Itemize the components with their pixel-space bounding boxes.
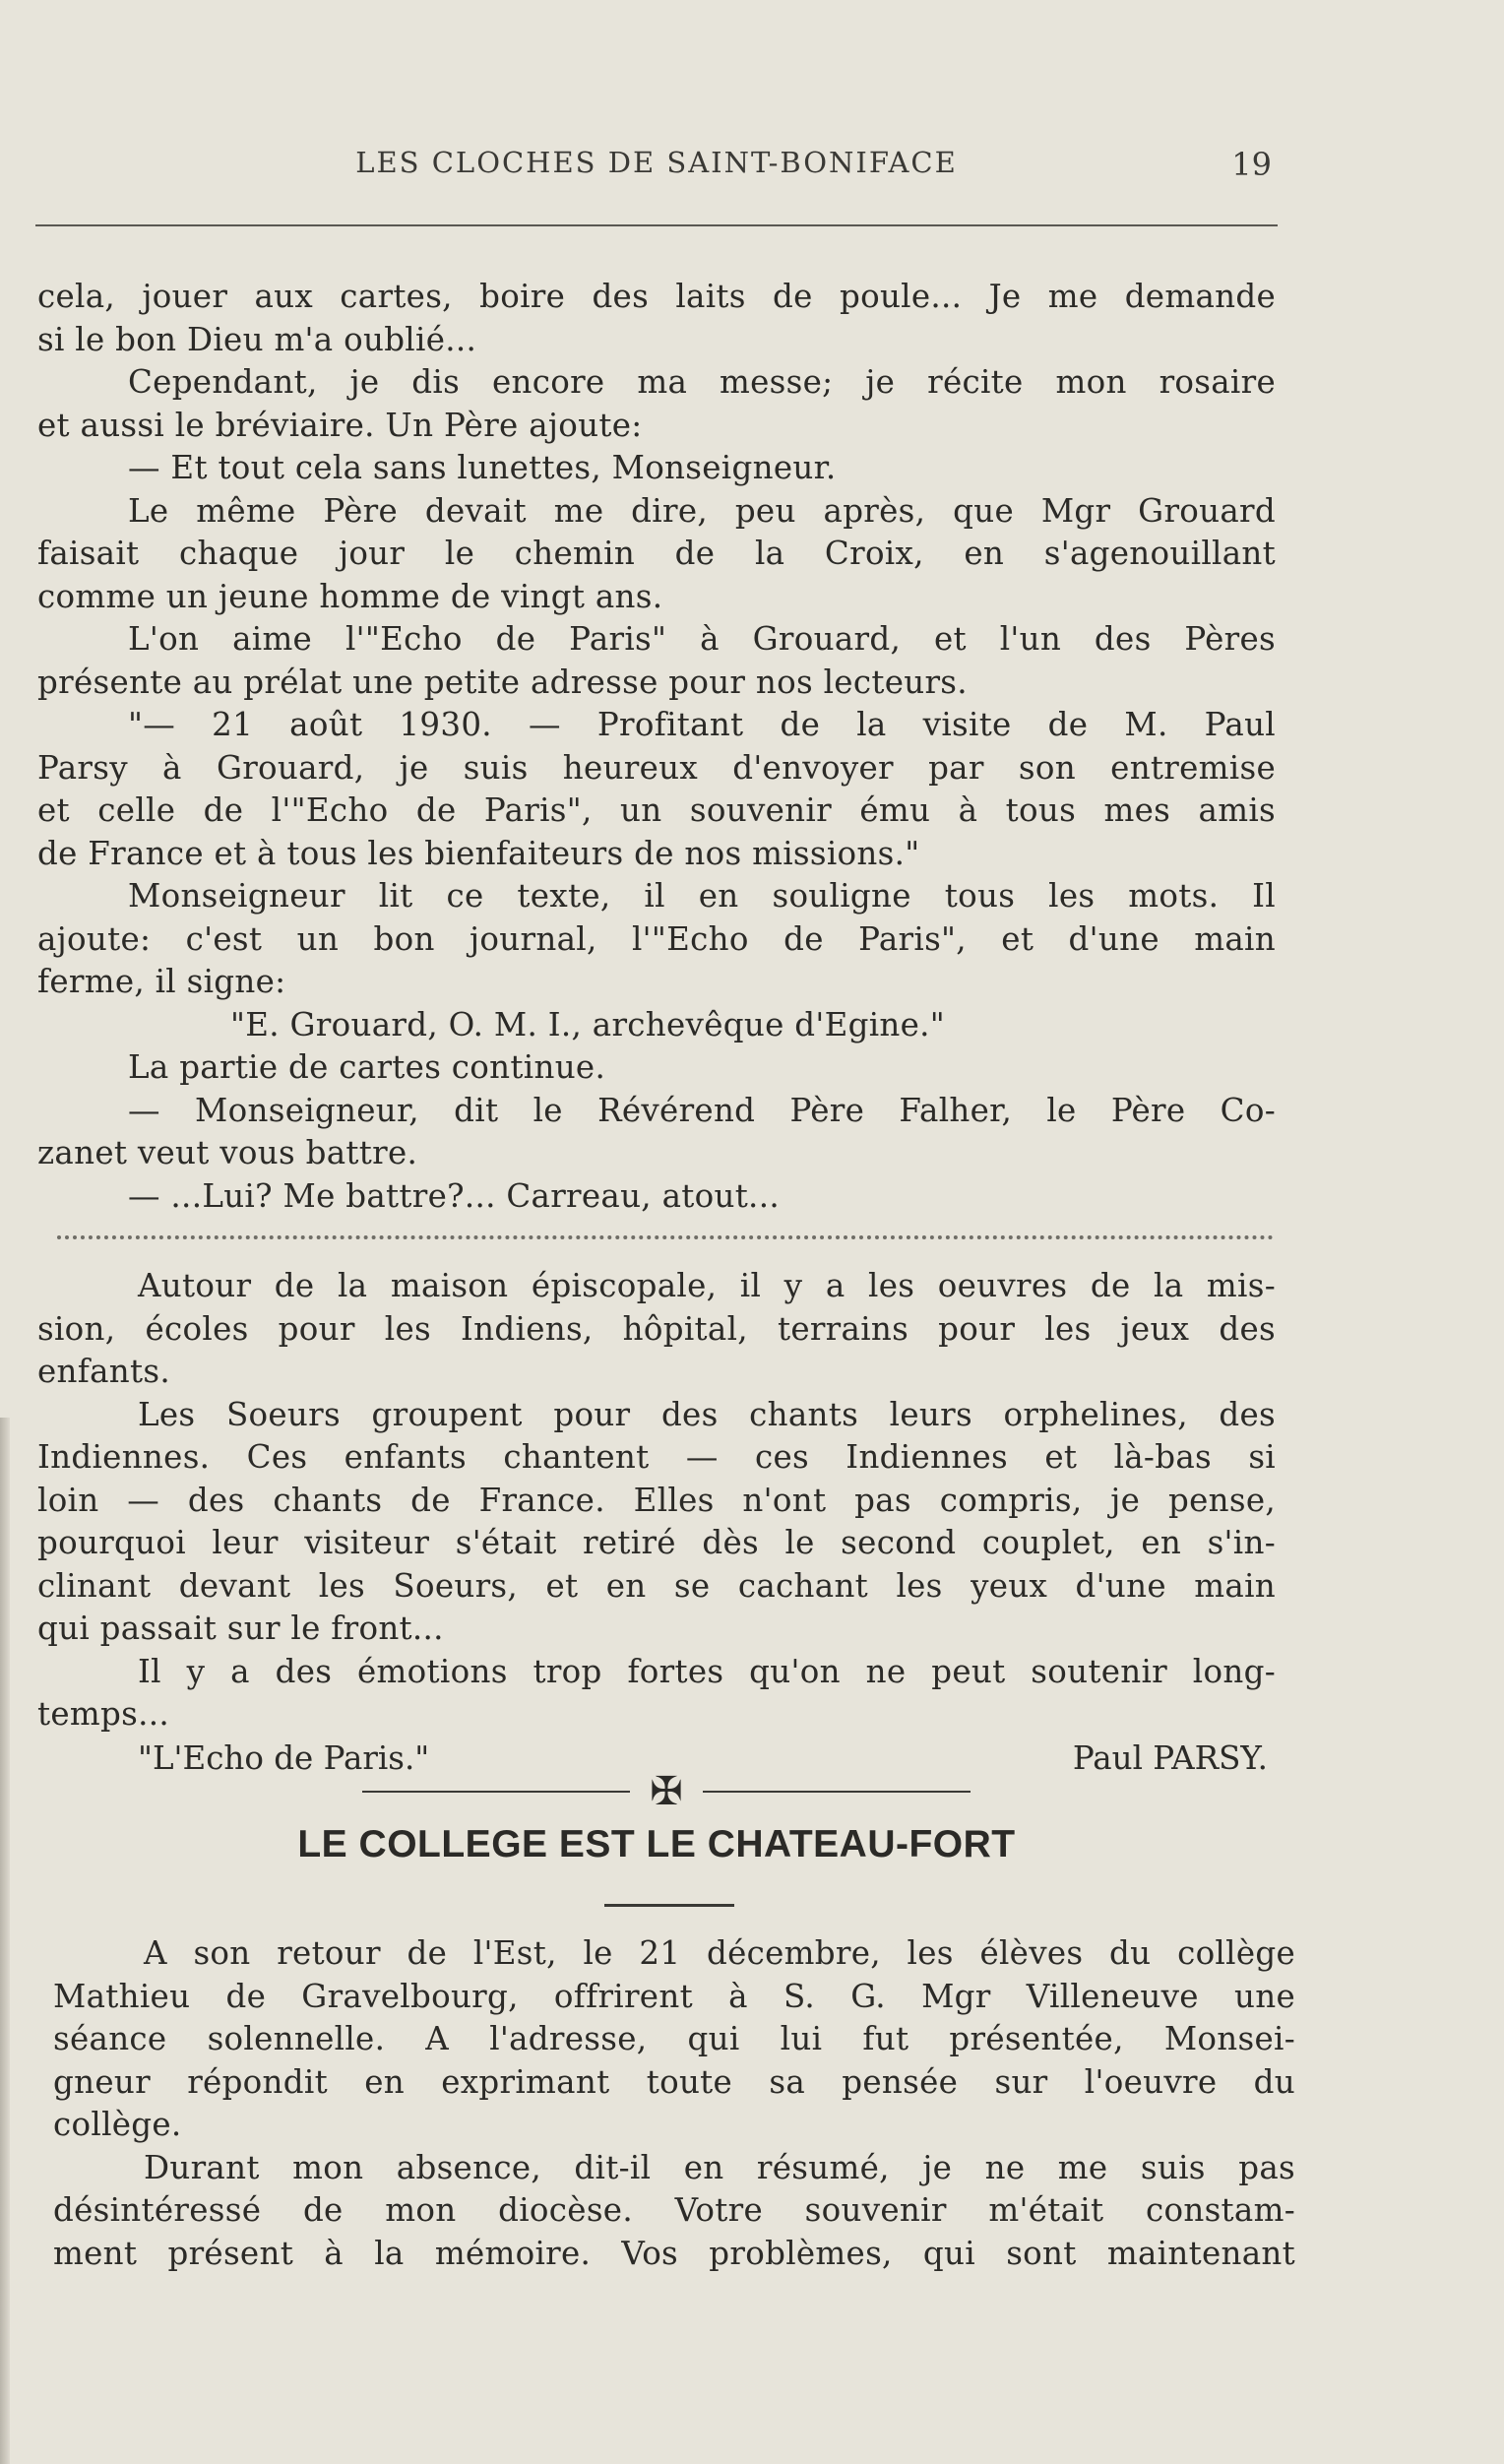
source-credit: "L'Echo de Paris." <box>138 1738 430 1777</box>
text-line: qui passait sur le front... <box>37 1610 444 1647</box>
text-line: ment présent à la mémoire. Vos problèmes, qui sont maintenant <box>53 2234 1295 2272</box>
text-line: Autour de la maison épiscopale, il y a les oeuvres de la mis- <box>138 1267 1276 1304</box>
text-line: comme un jeune homme de vingt ans. <box>37 577 663 615</box>
author-signature: Paul PARSY. <box>1072 1738 1268 1777</box>
text-line: ferme, il signe: <box>37 963 286 1000</box>
text-line: Il y a des émotions trop fortes qu'on ne peut soutenir long- <box>138 1652 1276 1690</box>
text-line: Les Soeurs groupent pour des chants leurs orphelines, des <box>138 1395 1276 1433</box>
text-line: L'on aime l'"Echo de Paris" à Grouard, et l'un des Pères <box>128 620 1276 658</box>
text-line: désintéressé de mon diocèse. Votre souvenir m'était constam- <box>53 2191 1295 2229</box>
text-line: La partie de cartes continue. <box>128 1048 606 1086</box>
text-line: sion, écoles pour les Indiens, hôpital, terrains pour les jeux des <box>37 1309 1276 1348</box>
ornament-line-left <box>362 1791 630 1793</box>
text-line: et celle de l'"Echo de Paris", un souvenir ému à tous mes amis <box>37 791 1276 829</box>
text-line: Monseigneur lit ce texte, il en souligne tous les mots. Il <box>128 877 1276 915</box>
binding-edge <box>0 1418 10 2464</box>
text-line: pourquoi leur visiteur s'était retiré dès le second couplet, en s'in- <box>37 1524 1276 1561</box>
text-line: faisait chaque jour le chemin de la Croix, en s'agenouillant <box>37 535 1276 572</box>
section-title: LE COLLEGE EST LE CHATEAU-FORT <box>297 1823 1016 1865</box>
section-ornament <box>362 1770 972 1813</box>
ornament-line-right <box>703 1791 971 1793</box>
text-line: zanet veut vous battre. <box>37 1134 418 1171</box>
text-line: cela, jouer aux cartes, boire des laits de poule... Je me demande <box>37 278 1276 315</box>
text-line: A son retour de l'Est, le 21 décembre, les élèves du collège <box>144 1934 1295 1972</box>
text-line: "E. Grouard, O. M. I., archevêque d'Egine." <box>230 1005 946 1043</box>
text-line: et aussi le bréviaire. Un Père ajoute: <box>37 406 643 444</box>
section-body <box>53 1932 1295 2275</box>
page-header <box>35 146 1278 185</box>
header-rule <box>35 224 1278 226</box>
text-line: "— 21 août 1930. — Profitant de la visite de M. Paul <box>128 706 1276 743</box>
text-line: de France et à tous les bienfaiteurs de nos missions." <box>37 834 920 872</box>
text-line: si le bon Dieu m'a oublié... <box>37 320 477 358</box>
text-line: collège. <box>53 2106 182 2143</box>
text-line: clinant devant les Soeurs, et en se cachant les yeux d'une main <box>37 1566 1276 1605</box>
text-line: gneur répondit en exprimant toute sa pensée sur l'oeuvre du <box>53 2062 1295 2101</box>
text-line: enfants. <box>37 1353 170 1390</box>
text-line: Indiennes. Ces enfants chantent — ces Indiennes et là-bas si <box>37 1438 1276 1476</box>
text-line: ajoute: c'est un bon journal, l'"Echo de Paris", et d'une main <box>37 919 1276 958</box>
title-underline <box>604 1904 734 1907</box>
text-line: présente au prélat une petite adresse pour nos lecteurs. <box>37 663 968 701</box>
text-line: temps... <box>37 1695 169 1733</box>
dotted-separator <box>57 1235 1274 1239</box>
text-line: Le même Père devait me dire, peu après, que Mgr Grouard <box>128 491 1276 530</box>
text-line: Mathieu de Gravelbourg, offrirent à S. G. Mgr Villeneuve une <box>53 1977 1295 2015</box>
text-line: — ...Lui? Me battre?... Carreau, atout... <box>128 1176 780 1215</box>
running-title: LES CLOCHES DE SAINT-BONIFACE <box>355 146 958 179</box>
text-line: Cependant, je dis encore ma messe; je récite mon rosaire <box>128 363 1276 401</box>
maltese-cross-icon: ✠ <box>650 1769 683 1814</box>
text-line: Parsy à Grouard, je suis heureux d'envoyer par son entremise <box>37 748 1276 787</box>
article-part-1 <box>37 276 1276 1780</box>
page-number: 19 <box>1231 146 1272 183</box>
text-line: loin — des chants de France. Elles n'ont pas compris, je pense, <box>37 1481 1276 1519</box>
text-line: Durant mon absence, dit-il en résumé, je ne me suis pas <box>144 2148 1295 2186</box>
text-line: séance solennelle. A l'adresse, qui lui fut présentée, Monsei- <box>53 2020 1295 2057</box>
text-line: — Monseigneur, dit le Révérend Père Falher, le Père Co- <box>128 1091 1276 1129</box>
text-line: — Et tout cela sans lunettes, Monseigneur. <box>128 449 837 486</box>
